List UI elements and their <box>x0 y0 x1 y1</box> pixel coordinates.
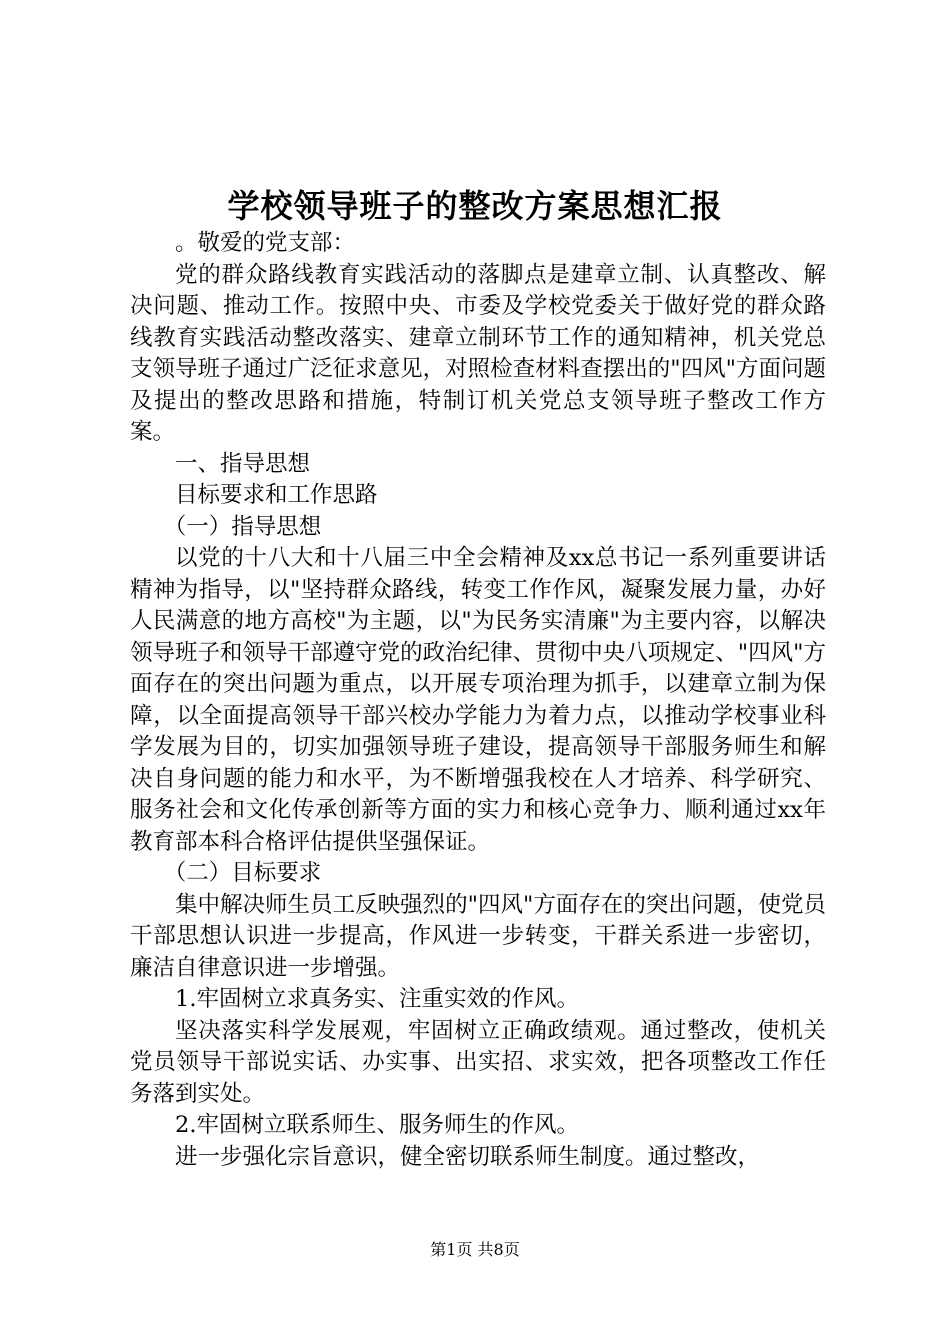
paragraph: 进一步强化宗旨意识，健全密切联系师生制度。通过整改， <box>175 1143 761 1170</box>
list-item-heading: 2.牢固树立联系师生、服务师生的作风。 <box>175 1112 579 1138</box>
page-footer: 第1页 共8页 <box>430 1240 520 1259</box>
paragraph: 以党的十八大和十八届三中全会精神及xx总书记一系列重要讲话精神为指导，以"坚持群众路线，转变工作作风，凝聚发展力量，办好人民满意的地方高校"为主题，以"为民务实清廉"为主要内容，以解决领导班子和领导干部遵守党的政治纪律、贯彻中央八项规定、"四风"方面存在的突出问题为重点，以开展专项治理为抓手，以建章立制为保障，以全面提高领导干部兴校办学能力为着力点，以推动学校事业科学发展为目的，切实加强领导班子建设，提高领导干部服务师生和解决自身问题的能力和水平，为不断增强我校在人才培养、科学研究、服务社会和文化传承创新等方面的实力和核心竞争力、顺利通过xx年教育部本科合格评估提供坚强保证。 <box>130 545 826 855</box>
paragraph: 党的群众路线教育实践活动的落脚点是建章立制、认真整改、解决问题、推动工作。按照中央、市委及学校党委关于做好党的群众路线教育实践活动整改落实、建章立制环节工作的通知精神，机关党总支领导班子通过广泛征求意见，对照检查材料查摆出的"四风"方面问题及提出的整改思路和措施，特制订机关党总支领导班子整改工作方案。 <box>130 261 826 445</box>
paragraph: 集中解决师生员工反映强烈的"四风"方面存在的突出问题，使党员干部思想认识进一步提高，作风进一步转变，干群关系进一步密切，廉洁自律意识进一步增强。 <box>130 891 826 981</box>
section-subheading: 目标要求和工作思路 <box>175 482 378 508</box>
subsection-heading: （一）指导思想 <box>163 513 322 540</box>
salutation: 。敬爱的党支部： <box>175 230 356 256</box>
document-body <box>130 228 826 1173</box>
subsection-heading: （二）目标要求 <box>163 860 322 886</box>
paragraph: 坚决落实科学发展观，牢固树立正确政绩观。通过整改，使机关党员领导干部说实话、办实事、出实招、求实效，把各项整改工作任务落到实处。 <box>130 1017 826 1107</box>
section-heading: 一、指导思想 <box>175 450 311 477</box>
document-title: 学校领导班子的整改方案思想汇报 <box>227 187 723 225</box>
list-item-heading: 1.牢固树立求真务实、注重实效的作风。 <box>175 986 579 1012</box>
